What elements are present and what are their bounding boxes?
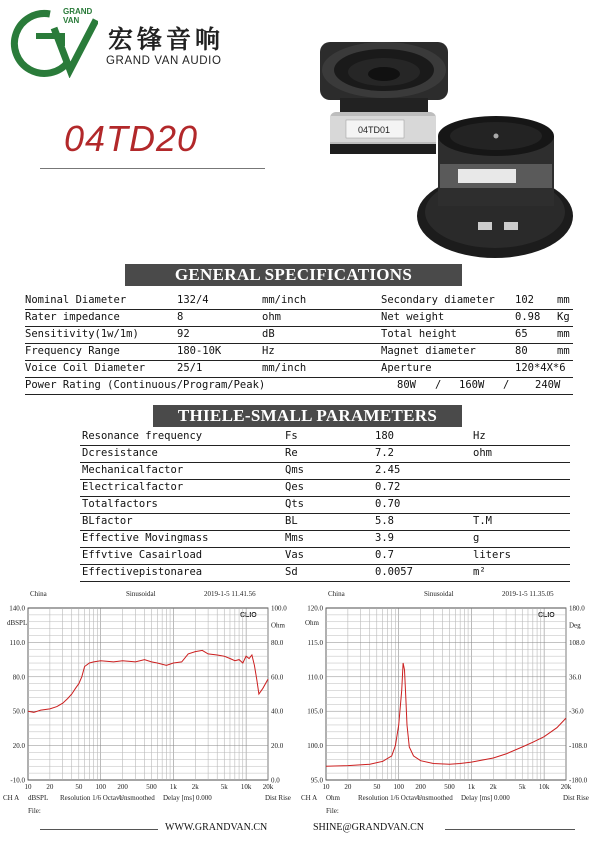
- chart-x-tick-label: 1k: [169, 783, 177, 791]
- ts-symbol: Mms: [285, 532, 304, 544]
- chart-header-mid: Sinusoidal: [424, 590, 454, 598]
- frequency-response-svg: [0, 586, 298, 822]
- ts-row: [80, 462, 570, 480]
- speaker-front-image: [320, 42, 448, 154]
- spec-row: [25, 360, 573, 378]
- ts-unit: g: [473, 532, 480, 544]
- ts-name: Effective Movingmass: [82, 532, 209, 544]
- power-rating-program: 160W: [459, 379, 485, 391]
- chart-right-tick-label: -36.0: [569, 707, 584, 716]
- ts-name: Mechanicalfactor: [82, 464, 184, 476]
- ts-unit: m²: [473, 566, 486, 578]
- chart-right-tick-label: Ohm: [271, 621, 285, 630]
- chart-right-tick-label: -108.0: [569, 742, 588, 751]
- speaker-back-image: [417, 116, 573, 258]
- chart-right-tick-label: 36.0: [569, 673, 582, 682]
- chart-footer-text: dBSPL: [28, 794, 49, 802]
- chart-brand-label: CLIO: [538, 612, 555, 619]
- spec-unit: mm: [557, 294, 570, 306]
- spec-unit: mm: [557, 328, 570, 340]
- chart-x-tick-label: 5k: [220, 783, 228, 791]
- ts-name: Electricalfactor: [82, 481, 184, 493]
- spec-label: Magnet diameter: [381, 345, 476, 357]
- logo-text-line2: VAN: [63, 16, 80, 25]
- ts-symbol: Qes: [285, 481, 304, 493]
- chart-y-axis-label: dBSPL: [7, 619, 28, 627]
- chart-series-line: [326, 663, 566, 766]
- chart-y-tick-label: 115.0: [307, 638, 323, 647]
- chart-footer-text: Resolution 1/6 Octave: [60, 794, 123, 802]
- spec-unit: mm: [557, 345, 570, 357]
- spec-unit: dB: [262, 328, 275, 340]
- chart-right-tick-label: 60.0: [271, 673, 284, 682]
- chart-right-tick-label: 20.0: [271, 742, 284, 751]
- ts-symbol: Re: [285, 447, 298, 459]
- ts-name: Resonance frequency: [82, 430, 203, 442]
- chart-y-tick-label: 110.0: [9, 638, 25, 647]
- ts-symbol: Vas: [285, 549, 304, 561]
- chart-x-tick-label: 200: [415, 783, 426, 791]
- chart-footer-text: Dist Rise: [563, 794, 589, 802]
- ts-name: Effectivepistonarea: [82, 566, 203, 578]
- chart-footer-text: CH A: [301, 794, 318, 802]
- product-photo: [300, 36, 580, 261]
- ts-row: [80, 564, 570, 582]
- chart-file-label: File:: [28, 807, 41, 815]
- ts-name: Dcresistance: [82, 447, 158, 459]
- chart-y-tick-label: 80.0: [12, 673, 25, 682]
- chart-right-tick-label: -180.0: [569, 776, 588, 785]
- chart-footer-text: Dist Rise: [265, 794, 291, 802]
- ts-unit: ohm: [473, 447, 492, 459]
- ts-row: [80, 496, 570, 514]
- spec-unit: mm/inch: [262, 362, 307, 374]
- chart-frame: [28, 608, 268, 780]
- chart-frame: [326, 608, 566, 780]
- spec-value: 132/4: [177, 294, 209, 306]
- chart-footer-text: Delay [ms] 0.000: [163, 794, 212, 802]
- chart-y-axis-label: Ohm: [305, 619, 319, 627]
- impedance-svg: [298, 586, 595, 822]
- chart-y-tick-label: 110.0: [307, 673, 323, 682]
- chart-footer-text: Unsmoothed: [119, 794, 155, 802]
- footer-line-left: [40, 829, 158, 830]
- chart-x-tick-label: 500: [146, 783, 157, 791]
- chart-footer-text: Delay [ms] 0.000: [461, 794, 510, 802]
- chart-x-tick-label: 5k: [518, 783, 526, 791]
- chart-x-tick-label: 1k: [467, 783, 475, 791]
- power-rating-row: [25, 377, 573, 395]
- impedance-chart: [298, 586, 595, 822]
- spec-label: Aperture: [381, 362, 432, 374]
- model-underline: [40, 168, 265, 169]
- spec-row: [25, 309, 573, 327]
- ts-name: Effvtive Casairload: [82, 549, 203, 561]
- chart-x-tick-label: 10: [322, 783, 330, 791]
- general-specs-banner: GENERAL SPECIFICATIONS: [125, 264, 462, 286]
- ts-value: 0.7: [375, 549, 394, 561]
- ts-value: 3.9: [375, 532, 394, 544]
- chart-x-tick-label: 20: [344, 783, 352, 791]
- chart-header-right: 2019-1-5 11.41.56: [204, 590, 256, 598]
- chart-header-left: China: [30, 590, 47, 598]
- footer-email: SHINE@GRANDVAN.CN: [313, 822, 424, 833]
- power-rating-continuous: 80W: [397, 379, 416, 391]
- ts-row: [80, 445, 570, 463]
- chart-y-tick-label: 140.0: [9, 604, 25, 613]
- spec-unit: Hz: [262, 345, 275, 357]
- logo-text-line1: GRAND: [63, 7, 93, 16]
- ts-symbol: Sd: [285, 566, 298, 578]
- footer-line-right: [445, 829, 575, 830]
- spec-row: [25, 343, 573, 361]
- ts-symbol: Fs: [285, 430, 298, 442]
- footer-website: WWW.GRANDVAN.CN: [165, 822, 268, 833]
- spec-value: 102: [515, 294, 534, 306]
- chart-brand-label: CLIO: [240, 612, 257, 619]
- chart-y-tick-label: 20.0: [12, 742, 25, 751]
- chart-y-tick-label: 120.0: [307, 604, 323, 613]
- ts-value: 0.70: [375, 498, 401, 510]
- chart-header-right: 2019-1-5 11.35.05: [502, 590, 554, 598]
- spec-value: 120*4X*6: [515, 362, 566, 374]
- chart-right-tick-label: 0.0: [271, 776, 280, 785]
- ts-name: BLfactor: [82, 515, 133, 527]
- chart-right-tick-label: 180.0: [569, 604, 585, 613]
- spec-label: Sensitivity(1w/1m): [25, 328, 139, 340]
- product-label-front: 04TD01: [358, 125, 391, 135]
- spec-value: 65: [515, 328, 528, 340]
- chart-right-tick-label: 80.0: [271, 638, 284, 647]
- logo-text: [63, 7, 92, 25]
- ts-name: Totalfactors: [82, 498, 158, 510]
- power-separator: /: [435, 379, 442, 391]
- ts-symbol: Qts: [285, 498, 304, 510]
- ts-value: 2.45: [375, 464, 401, 476]
- spec-unit: mm/inch: [262, 294, 307, 306]
- chart-right-tick-label: Deg: [569, 621, 581, 630]
- ts-symbol: Qms: [285, 464, 304, 476]
- chart-x-tick-label: 50: [373, 783, 381, 791]
- spec-value: 0.98: [515, 311, 541, 323]
- chart-right-tick-label: 108.0: [569, 638, 585, 647]
- chart-file-label: File:: [326, 807, 339, 815]
- chart-x-tick-label: 50: [75, 783, 83, 791]
- power-rating-label: Power Rating (Continuous/Program/Peak): [25, 379, 266, 391]
- chart-x-tick-label: 100: [95, 783, 106, 791]
- ts-symbol: BL: [285, 515, 298, 527]
- chart-x-tick-label: 500: [444, 783, 455, 791]
- chart-x-tick-label: 100: [393, 783, 404, 791]
- spec-label: Frequency Range: [25, 345, 120, 357]
- ts-value: 0.0057: [375, 566, 413, 578]
- spec-value: 8: [177, 311, 184, 323]
- chart-footer-text: Ohm: [326, 794, 340, 802]
- ts-row: [80, 513, 570, 531]
- spec-label: Total height: [381, 328, 457, 340]
- spec-row: [25, 326, 573, 344]
- ts-value: 7.2: [375, 447, 394, 459]
- chart-y-tick-label: 50.0: [12, 707, 25, 716]
- chart-x-tick-label: 20k: [560, 783, 572, 791]
- power-rating-peak: 240W: [535, 379, 561, 391]
- chart-x-tick-label: 2k: [489, 783, 497, 791]
- model-number: 04TD20: [64, 118, 199, 159]
- spec-unit: Kg: [557, 311, 570, 323]
- chart-header-mid: Sinusoidal: [126, 590, 156, 598]
- brand-name-en: GRAND VAN AUDIO: [106, 55, 222, 67]
- spec-value: 80: [515, 345, 528, 357]
- chart-right-tick-label: 40.0: [271, 707, 284, 716]
- chart-footer-text: Resolution 1/6 Octave: [358, 794, 421, 802]
- ts-row: [80, 479, 570, 497]
- spec-value: 92: [177, 328, 190, 340]
- chart-footer-text: Unsmoothed: [417, 794, 453, 802]
- ts-unit: liters: [473, 549, 511, 561]
- chart-right-tick-label: 100.0: [271, 604, 287, 613]
- power-separator: /: [503, 379, 510, 391]
- ts-value: 5.8: [375, 515, 394, 527]
- chart-series-line: [28, 650, 268, 712]
- spec-row: [25, 292, 573, 310]
- chart-x-tick-label: 10k: [538, 783, 550, 791]
- spec-label: Secondary diameter: [381, 294, 495, 306]
- ts-row: [80, 428, 570, 446]
- spec-label: Voice Coil Diameter: [25, 362, 146, 374]
- chart-header-left: China: [328, 590, 345, 598]
- spec-label: Rater impedance: [25, 311, 120, 323]
- ts-value: 0.72: [375, 481, 401, 493]
- ts-value: 180: [375, 430, 394, 442]
- ts-row: [80, 547, 570, 565]
- ts-unit: Hz: [473, 430, 486, 442]
- chart-x-tick-label: 10k: [240, 783, 252, 791]
- chart-footer-text: CH A: [3, 794, 20, 802]
- chart-x-tick-label: 200: [117, 783, 128, 791]
- chart-x-tick-label: 20k: [262, 783, 274, 791]
- brand-name-cn: 宏锋音响: [108, 25, 225, 54]
- spec-value: 180-10K: [177, 345, 222, 357]
- chart-x-tick-label: 20: [46, 783, 54, 791]
- spec-unit: ohm: [262, 311, 281, 323]
- chart-x-tick-label: 10: [24, 783, 32, 791]
- chart-x-tick-label: 2k: [191, 783, 199, 791]
- frequency-response-chart: [0, 586, 298, 822]
- spec-label: Net weight: [381, 311, 445, 323]
- chart-y-tick-label: 95.0: [310, 776, 323, 785]
- ts-row: [80, 530, 570, 548]
- chart-y-tick-label: 100.0: [307, 742, 323, 751]
- spec-label: Nominal Diameter: [25, 294, 127, 306]
- chart-y-tick-label: 105.0: [307, 707, 323, 716]
- spec-value: 25/1: [177, 362, 203, 374]
- chart-y-tick-label: -10.0: [10, 776, 25, 785]
- ts-params-banner: THIELE-SMALL PARAMETERS: [153, 405, 462, 427]
- ts-unit: T.M: [473, 515, 492, 527]
